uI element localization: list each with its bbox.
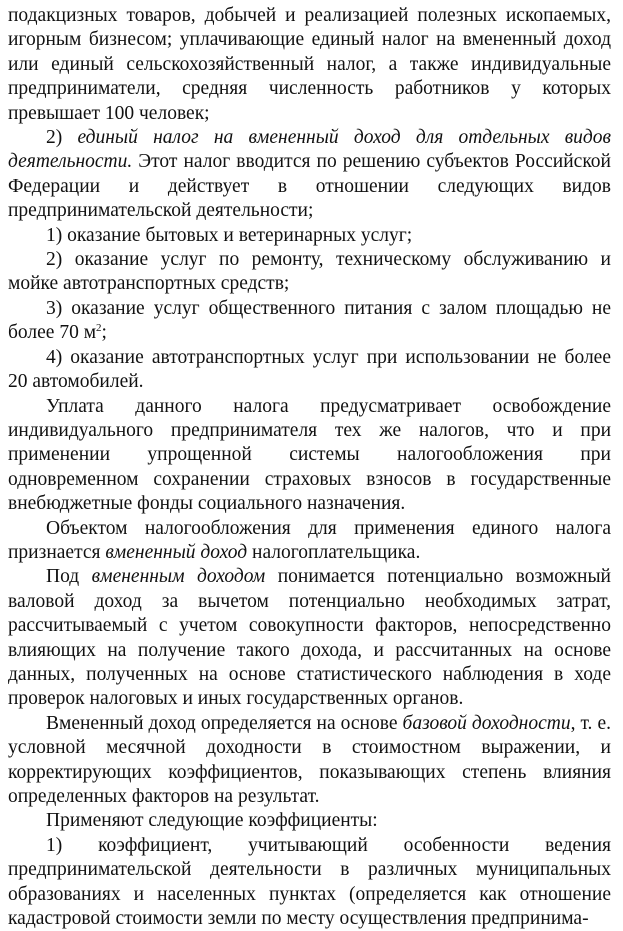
text-run: 4) оказание автотранспортных услуг при использовании не более 20 автомобилей. <box>8 346 611 393</box>
text-run: Этот налог вводится по решению субъектов Российской Федерации и действует в отношении следующих видов предпринимательской деятельности; <box>8 151 611 222</box>
italic-term: вмененным доходом <box>91 566 266 588</box>
italic-term: единый налог на вмененный доход для отдельных видов деятельности. <box>8 127 611 173</box>
text-run: 2) <box>46 127 78 149</box>
text-run: подакцизных товаров, добычей и реализацией полезных ископаемых, игорным бизнесом; уплачивающие единый налог на вмененный доход или единый сельскохозяйственный налог, а также индивидуальные предприниматели, средняя численность работников у которых превышает 100 человек; <box>8 5 611 124</box>
superscript: 2 <box>96 322 102 335</box>
paragraph-p8 <box>8 517 611 566</box>
paragraph-p2 <box>8 126 611 224</box>
text-run: Уплата данного налога предусматривает освобождение индивидуального предпринимателя тех же налогов, что и при применении упрощенной системы налогообложения при одновременном сохранении страховых взносов в государственные внебюджетные фонды социального назначения. <box>8 395 611 515</box>
text-run: 3) оказание услуг общественного питания с залом площадью не более 70 м <box>8 297 611 344</box>
text-run: 1) оказание бытовых и ветеринарных услуг; <box>46 224 413 246</box>
text-run: налогоплательщика. <box>247 541 421 563</box>
paragraph-p6 <box>8 346 611 395</box>
italic-term: базовой доходности <box>402 712 571 734</box>
paragraph-p10 <box>8 712 611 810</box>
text-run: Объектом налогообложения для применения единого налога признается <box>8 517 611 563</box>
paragraph-p12 <box>8 834 611 931</box>
text-run: ; <box>101 322 107 344</box>
paragraph-p4 <box>8 248 611 297</box>
paragraph-p11 <box>8 809 611 833</box>
italic-term: вмененный доход <box>105 541 248 563</box>
paragraph-p3 <box>8 224 611 248</box>
paragraph-p5 <box>8 297 611 346</box>
text-run: 2) оказание услуг по ремонту, техническому обслуживанию и мойке автотранспортных средств; <box>8 249 611 295</box>
text-run: Под <box>46 566 92 588</box>
text-run: 1) коэффициент, учитывающий особенности ведения предпринимательской деятельности в различных муниципальных образованиях и населенных пунктах (определяется как отношение кадастровой стоимости земли по месту осуществления предпринима- <box>8 834 611 930</box>
paragraph-p1 <box>8 4 611 126</box>
paragraph-p9 <box>8 565 611 711</box>
text-run: Вмененный доход определяется на основе <box>46 712 403 734</box>
text-run: понимается потенциально возможный валовой доход за вычетом потенциально необходимых затрат, рассчитываемый с учетом совокупности факторов, непосредственно влияющих на получение такого дохода, и рассчитанных на основе данных, полученных на основе статистического наблюдения в ходе проверок налоговых и иных государственных органов. <box>8 566 611 710</box>
text-run: Применяют следующие коэффициенты: <box>46 810 378 832</box>
text-run: , т. е. условной месячной доходности в стоимостном выражении, и корректирующих коэффициентов, показывающих степень влияния определенных факторов на результат. <box>8 712 611 807</box>
paragraph-p7 <box>8 395 611 517</box>
